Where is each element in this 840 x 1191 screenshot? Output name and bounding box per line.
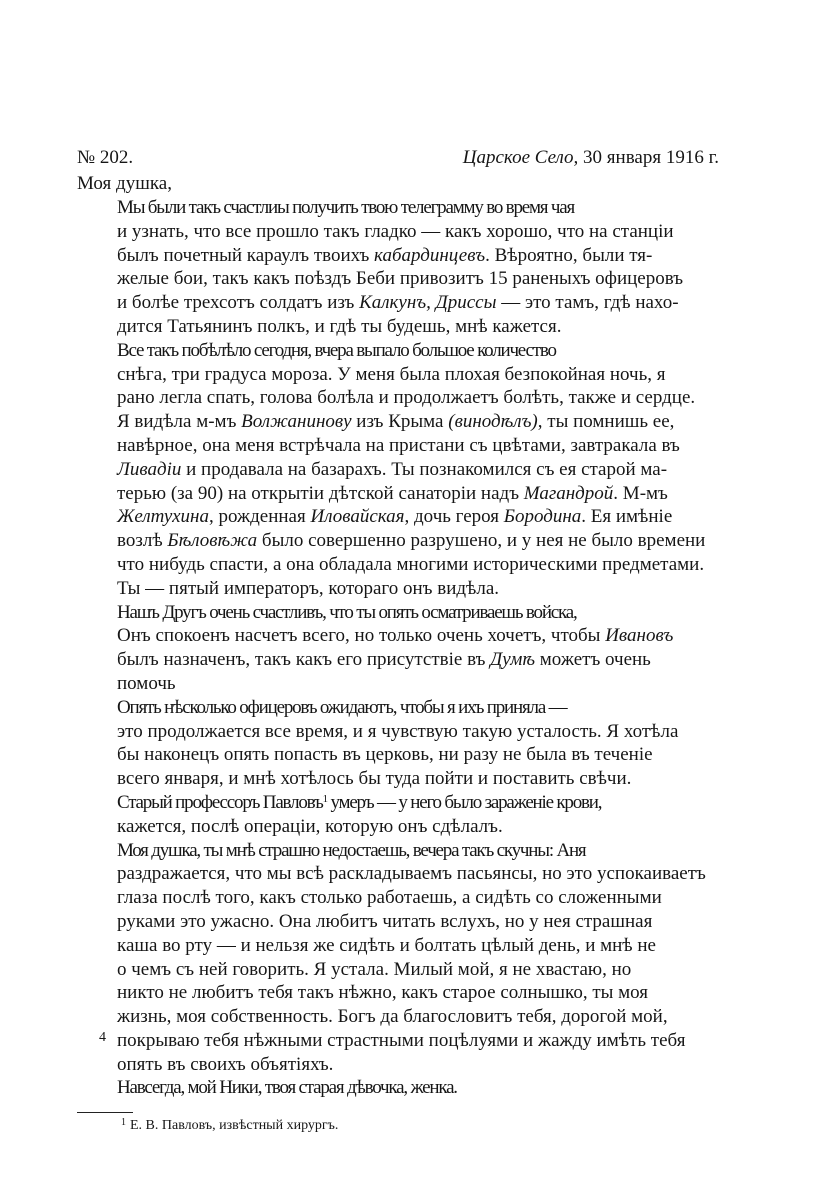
text-run: бы наконецъ опять попасть въ церковь, ни разу не была въ теченіе [117, 744, 653, 766]
text-line [77, 815, 719, 839]
text-line [77, 624, 719, 648]
italic-text: Бородина [503, 506, 582, 528]
text-line [77, 672, 719, 696]
text-run: . Ея имѣніе [581, 506, 673, 528]
letter-header [77, 145, 719, 170]
text-run: навѣрное, она меня встрѣчала на пристани съ цвѣтами, завтракала въ [117, 434, 680, 456]
text-run: это продолжается все время, и я чувствую такую усталость. Я хотѣла [117, 720, 679, 742]
text-line [77, 839, 719, 863]
text-run: терью (за 90) на открытіи дѣтской санаторіи надъ [117, 482, 524, 504]
text-line [77, 767, 719, 791]
text-run: Моя душка, ты мнѣ страшно недостаешь, вечера такъ скучны: Аня [117, 839, 586, 861]
text-run: и болѣе трехсотъ солдатъ изъ [117, 292, 360, 314]
text-run: никто не любитъ тебя такъ нѣжно, какъ старое солнышко, ты моя [117, 982, 649, 1004]
letter-page [77, 145, 719, 1135]
italic-text: Ливадіи [117, 458, 182, 480]
letter-date: 30 января 1916 г. [578, 147, 719, 168]
text-line [77, 244, 719, 268]
text-run: рано легла спать, голова болѣла и продолжаетъ болѣть, также и сердце. [117, 387, 696, 409]
text-run: и узнать, что все прошло такъ гладко — какъ хорошо, что на станціи [117, 220, 674, 242]
text-run: Старый профессоръ Павловъ [117, 791, 323, 813]
footnote [77, 1114, 719, 1135]
text-run: Я видѣла м-мъ [117, 411, 242, 433]
text-line [77, 434, 719, 458]
text-run: возлѣ [117, 530, 168, 552]
text-line [77, 220, 719, 244]
text-line [77, 529, 719, 553]
footnote-number: 1 [121, 1117, 126, 1129]
italic-text: кабардинцевъ [374, 244, 486, 266]
footnote-reference: 1 [322, 792, 327, 805]
letter-paragraph [77, 196, 719, 339]
text-run: опять въ своихъ объятіяхъ. [117, 1053, 334, 1075]
text-line [77, 291, 719, 315]
text-run: покрываю тебя нѣжными страстными поцѣлуями и жажду имѣть тебя [117, 1029, 686, 1051]
text-run: о чемъ съ ней говорить. Я устала. Милый мой, я не хвастаю, но [117, 958, 632, 980]
text-line [77, 1076, 719, 1100]
text-line [77, 315, 719, 339]
text-line [77, 196, 719, 220]
text-line [77, 743, 719, 767]
italic-text: Думѣ [490, 649, 536, 671]
text-line [77, 505, 719, 529]
text-line [77, 696, 719, 720]
text-run: . М-мъ [613, 482, 668, 504]
text-run: желые бои, такъ какъ поѣздъ Беби привозитъ 15 раненыхъ офицеровъ [117, 268, 684, 290]
italic-text: Магандрой [523, 482, 614, 504]
text-line [77, 339, 719, 363]
text-line [77, 386, 719, 410]
italic-text: Бѣловѣжа [167, 530, 258, 552]
text-line [77, 267, 719, 291]
text-line [77, 648, 719, 672]
text-run: было совершенно разрушено, и у нея не было времени [257, 530, 706, 552]
letter-number: № 202. [77, 147, 134, 168]
text-line [77, 601, 719, 625]
text-run: раздражается, что мы всѣ раскладываемъ пасьянсы, но это успокаиваетъ [117, 863, 706, 885]
text-run: дится Татьянинъ полкъ, и гдѣ ты будешь, мнѣ кажется. [117, 315, 562, 337]
text-run: Онъ спокоенъ насчетъ всего, но только очень хочетъ, чтобы [117, 625, 606, 647]
text-run: помочь [117, 672, 176, 694]
letter-place: Царское Село, [462, 147, 579, 168]
text-run: изъ Крыма [351, 411, 449, 433]
text-line [77, 886, 719, 910]
text-run: снѣга, три градуса мороза. У меня была плохая безпокойная ночь, я [117, 363, 666, 385]
text-run: , ты помнишь ее, [537, 411, 675, 433]
letter-paragraph [77, 839, 719, 1077]
text-run: всего января, и мнѣ хотѣлось бы туда пойти и поставить свѣчи. [117, 768, 632, 790]
letter-paragraph [77, 1076, 719, 1100]
text-run: жизнь, моя собственность. Богъ да благословитъ тебя, дорогой мой, [117, 1006, 668, 1028]
text-run: кажется, послѣ операціи, которую онъ сдѣлалъ. [117, 815, 503, 837]
text-line [77, 910, 719, 934]
text-line [77, 577, 719, 601]
footnote-divider [77, 1112, 133, 1113]
text-run: и продавала на базарахъ. Ты познакомился съ ея старой ма- [181, 458, 668, 480]
text-run: можетъ очень [535, 649, 651, 671]
text-run: — это тамъ, гдѣ нахо- [496, 292, 679, 314]
text-line [77, 862, 719, 886]
text-run: каша во рту — и нельзя же сидѣть и болтать цѣлый день, и мнѣ не [117, 934, 656, 956]
letter-paragraph [77, 791, 719, 839]
text-run: былъ назначенъ, такъ какъ его присутствіе въ [117, 649, 491, 671]
letter-place-date [463, 145, 719, 170]
italic-text: Иловайская [310, 506, 405, 528]
text-run: , рожденная [208, 506, 311, 528]
text-line [77, 482, 719, 506]
italic-text: Желтухина [117, 506, 209, 528]
text-line [77, 981, 719, 1005]
italic-text: (винодѣлъ) [448, 411, 538, 433]
text-run: Навсегда, мой Ники, твоя старая дѣвочка, женка. [117, 1077, 457, 1099]
text-line [77, 720, 719, 744]
text-run: былъ почетный караулъ твоихъ [117, 244, 375, 266]
text-run: Ты — пятый императоръ, котораго онъ видѣла. [117, 577, 500, 599]
text-run: глаза послѣ того, какъ столько работаешь, а сидѣть со сложенными [117, 887, 662, 909]
text-line [77, 1029, 719, 1053]
text-run: Мы были такъ счастлиы получить твою телеграмму во время чая [117, 197, 575, 218]
letter-greeting: Моя душка, [77, 173, 172, 194]
text-line [77, 410, 719, 434]
letter-body [77, 196, 719, 1100]
text-run: что нибудь спасти, а она обладала многими историческими предметами. [117, 553, 705, 575]
text-run: , дочь героя [404, 506, 504, 528]
page-number: 4 [99, 1030, 106, 1045]
letter-paragraph [77, 339, 719, 601]
text-run: Нашъ Другъ очень счастливъ, что ты опять осматриваешь войска, [117, 601, 577, 623]
italic-text: Ивановъ [605, 625, 674, 647]
text-line [77, 1005, 719, 1029]
italic-text: Калкунъ, Дриссы [359, 292, 497, 314]
text-line [77, 934, 719, 958]
text-line [77, 458, 719, 482]
text-line [77, 791, 719, 815]
letter-paragraph [77, 696, 719, 791]
text-run: руками это ужасно. Она любитъ читать вслухъ, но у нея страшная [117, 910, 653, 932]
text-line [77, 1053, 719, 1077]
text-run: Все такъ побѣлѣло сегодня, вчера выпало большое количество [117, 339, 556, 361]
text-line [77, 553, 719, 577]
text-run: Опять нѣсколько офицеровъ ожидаютъ, чтобы я ихъ приняла — [117, 696, 567, 718]
text-line [77, 958, 719, 982]
text-run: умеръ — у него было зараженіе крови, [326, 791, 602, 813]
footnote-text: Е. В. Павловъ, извѣстный хирургъ. [130, 1118, 339, 1134]
letter-paragraph [77, 601, 719, 696]
text-run: . Вѣроятно, были тя- [485, 244, 653, 266]
italic-text: Волжанинову [241, 411, 352, 433]
text-line [77, 363, 719, 387]
